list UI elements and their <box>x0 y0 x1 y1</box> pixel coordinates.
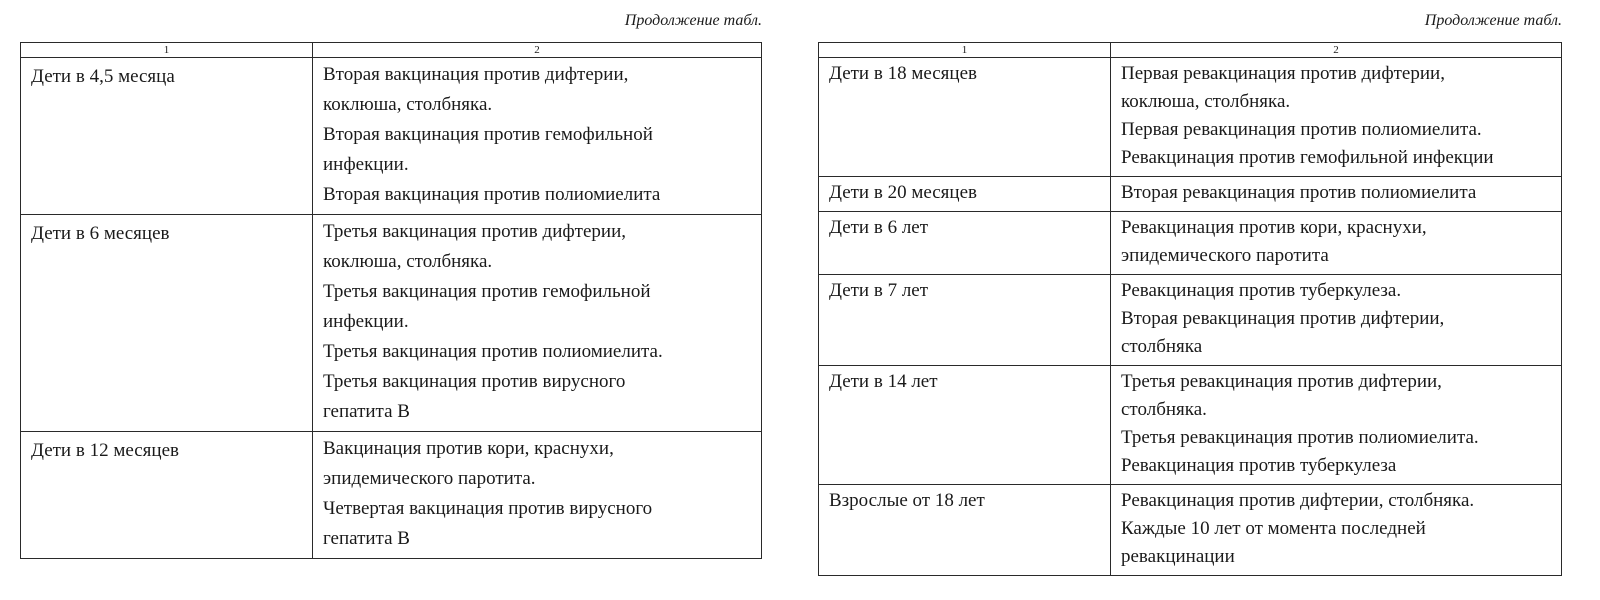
vaccination-cell <box>1111 275 1562 366</box>
column-number-2: 2 <box>1111 43 1562 58</box>
table-row <box>819 275 1562 366</box>
vaccination-text-line: инфекции. <box>323 154 409 175</box>
age-group-cell: Дети в 7 лет <box>819 275 1111 366</box>
vaccination-text-line: Каждые 10 лет от момента последней <box>1121 518 1426 539</box>
vaccination-text-line: Третья вакцинация против гемофильной <box>323 281 651 302</box>
vaccination-text-line: гепатита В <box>323 401 410 422</box>
vaccination-cell <box>313 432 762 559</box>
vaccination-text-line: коклюша, столбняка. <box>1121 91 1291 112</box>
column-number-2: 2 <box>313 43 762 58</box>
age-group-cell: Дети в 18 месяцев <box>819 58 1111 177</box>
table-row <box>21 432 762 559</box>
column-number-1: 1 <box>21 43 313 58</box>
vaccination-text-line: Первая ревакцинация против дифтерии, <box>1121 63 1445 84</box>
vaccination-text-line: Первая ревакцинация против полиомиелита. <box>1121 119 1482 140</box>
vaccination-text-line: эпидемического паротита. <box>323 468 536 489</box>
vaccination-cell <box>1111 485 1562 576</box>
vaccination-text-line: Четвертая вакцинация против вирусного <box>323 498 653 519</box>
vaccination-text-line: коклюша, столбняка. <box>323 251 493 272</box>
age-group-cell: Дети в 6 лет <box>819 212 1111 275</box>
vaccination-cell <box>313 215 762 432</box>
vaccination-text-line: Ревакцинация против кори, краснухи, <box>1121 217 1427 238</box>
vaccination-text-line: Третья ревакцинация против полиомиелита. <box>1121 427 1479 448</box>
vaccination-text-line: Вторая вакцинация против дифтерии, <box>323 64 629 85</box>
vaccination-text-line: Третья ревакцинация против дифтерии, <box>1121 371 1442 392</box>
column-number-row <box>819 43 1562 58</box>
vaccination-text-line: Третья вакцинация против дифтерии, <box>323 221 626 242</box>
age-group-cell: Дети в 12 месяцев <box>21 432 313 559</box>
vaccination-text-line: столбняка. <box>1121 399 1207 420</box>
age-group-cell: Дети в 20 месяцев <box>819 177 1111 212</box>
table-row <box>819 485 1562 576</box>
table-row <box>819 177 1562 212</box>
vaccination-text-line: Третья вакцинация против полиомиелита. <box>323 341 663 362</box>
table-continuation-caption: Продолжение табл. <box>624 12 762 29</box>
table-row <box>819 212 1562 275</box>
vaccination-text-line: коклюша, столбняка. <box>323 94 493 115</box>
vaccination-text-line: ревакцинации <box>1121 546 1235 567</box>
column-number-1: 1 <box>819 43 1111 58</box>
vaccination-text-line: Вторая вакцинация против гемофильной <box>323 124 653 145</box>
vaccination-text-line: Вторая ревакцинация против дифтерии, <box>1121 308 1445 329</box>
vaccination-text-line: Ревакцинация против гемофильной инфекции <box>1121 147 1494 168</box>
table-row <box>21 215 762 432</box>
age-group-cell: Дети в 14 лет <box>819 366 1111 485</box>
age-group-cell: Дети в 4,5 месяца <box>21 58 313 215</box>
vaccination-text-line: Ревакцинация против дифтерии, столбняка. <box>1121 490 1475 511</box>
vaccination-text-line: Ревакцинация против туберкулеза <box>1121 455 1397 476</box>
age-group-cell: Взрослые от 18 лет <box>819 485 1111 576</box>
table-continuation-caption: Продолжение табл. <box>1424 12 1562 29</box>
table-row <box>21 58 762 215</box>
table-row <box>819 58 1562 177</box>
vaccination-cell <box>1111 58 1562 177</box>
vaccination-table-left <box>20 42 762 559</box>
vaccination-table-right <box>818 42 1562 576</box>
vaccination-text-line: Ревакцинация против туберкулеза. <box>1121 280 1402 301</box>
vaccination-cell <box>1111 177 1562 212</box>
column-number-row <box>21 43 762 58</box>
vaccination-text-line: столбняка <box>1121 336 1203 357</box>
vaccination-cell <box>1111 366 1562 485</box>
vaccination-text-line: инфекции. <box>323 311 409 332</box>
vaccination-cell <box>1111 212 1562 275</box>
vaccination-text-line: Вторая ревакцинация против полиомиелита <box>1121 182 1477 203</box>
vaccination-text-line: эпидемического паротита <box>1121 245 1329 266</box>
vaccination-text-line: гепатита В <box>323 528 410 549</box>
vaccination-text-line: Вакцинация против кори, краснухи, <box>323 438 614 459</box>
table-row <box>819 366 1562 485</box>
left-table-panel <box>20 0 762 559</box>
vaccination-text-line: Вторая вакцинация против полиомиелита <box>323 184 661 205</box>
age-group-cell: Дети в 6 месяцев <box>21 215 313 432</box>
vaccination-cell <box>313 58 762 215</box>
right-table-panel <box>818 0 1562 576</box>
vaccination-text-line: Третья вакцинация против вирусного <box>323 371 626 392</box>
